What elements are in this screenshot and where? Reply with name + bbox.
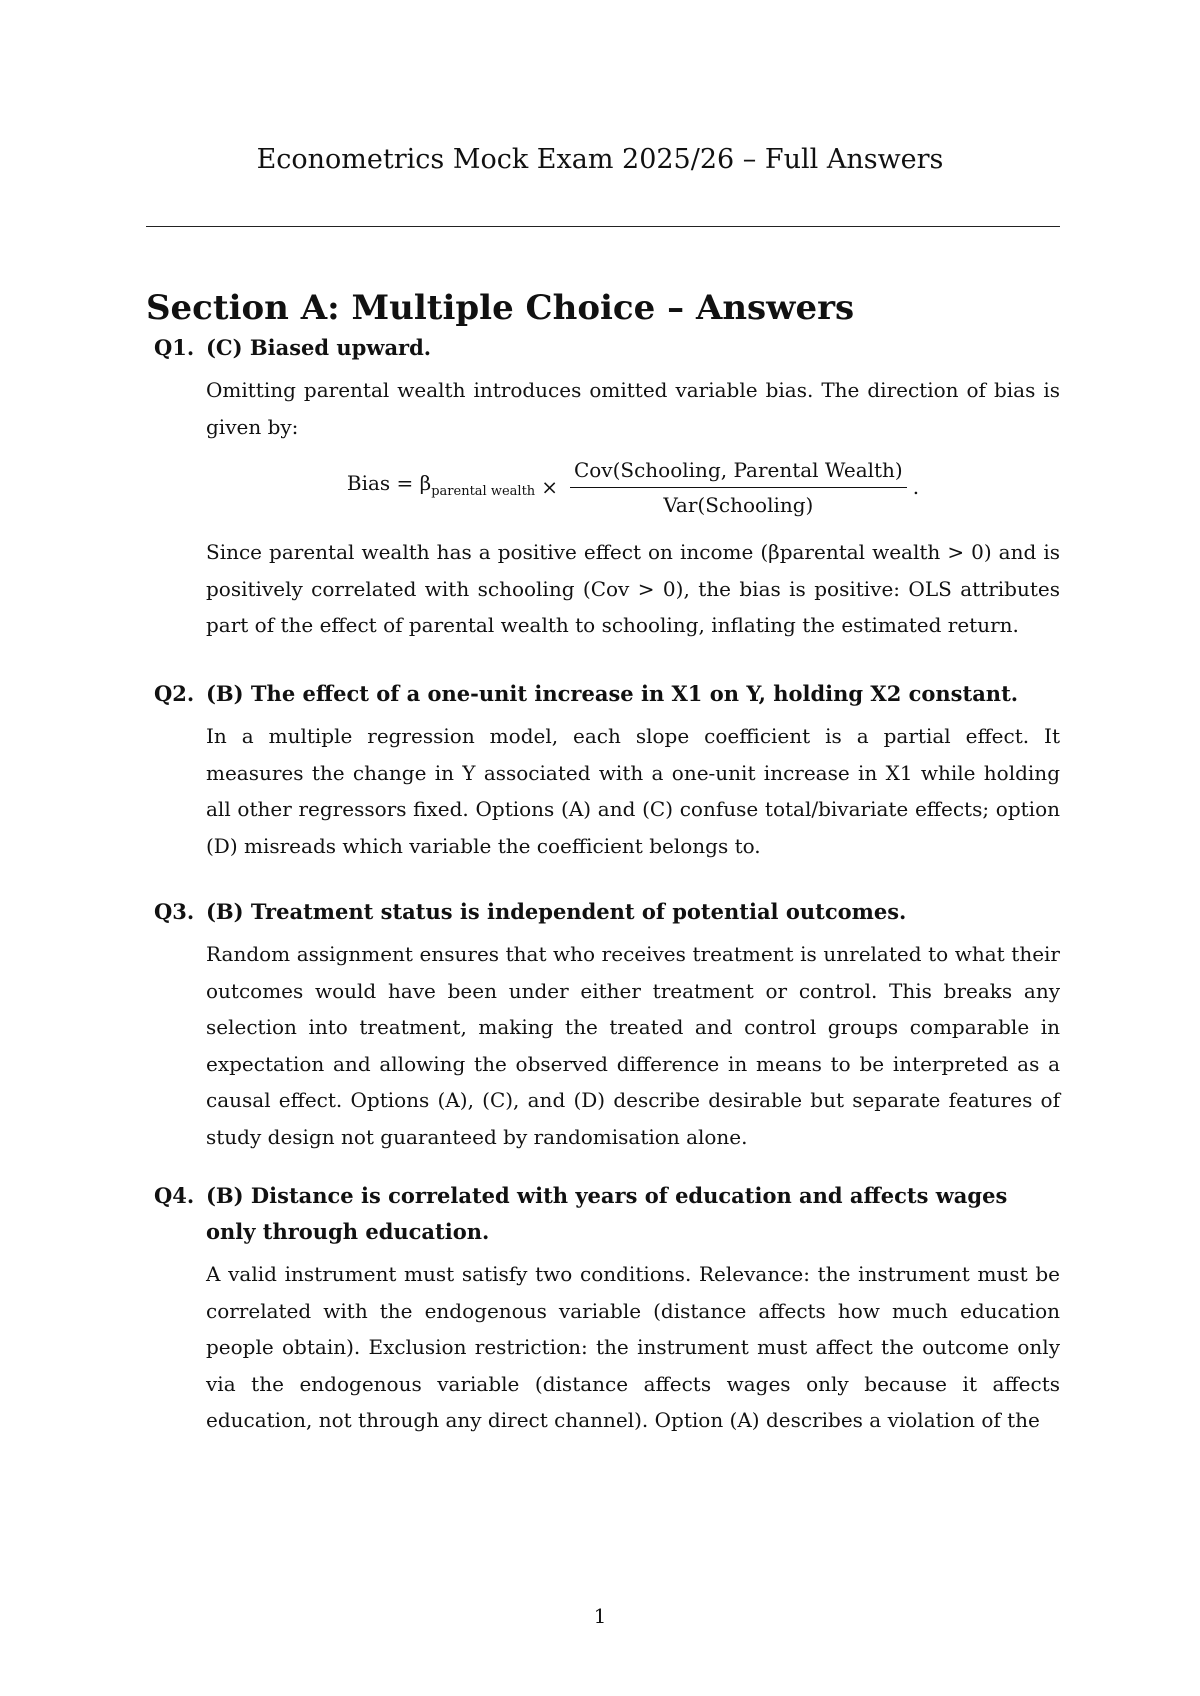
- question-heading: [154, 676, 1060, 712]
- question-heading: [154, 894, 1060, 930]
- title-divider: [146, 226, 1060, 227]
- question-number: Q3.: [154, 899, 195, 924]
- answer-choice: (C) Biased upward.: [206, 335, 432, 360]
- question-heading: [154, 330, 1060, 366]
- answer-explanation: [206, 1256, 1060, 1439]
- question-number: Q4.: [154, 1183, 195, 1208]
- answer-explanation: [206, 936, 1060, 1155]
- numerator: Cov(Schooling, Parental Wealth): [570, 455, 907, 488]
- bias-formula: [206, 455, 1060, 520]
- answer-explanation: [206, 372, 1060, 644]
- answer-choice: (B) Treatment status is independent of potential outcomes.: [206, 899, 907, 924]
- paragraph: Random assignment ensures that who receives treatment is unrelated to what their outcomes would have been under either treatment or control. This breaks any selection into treatment, making the treated and control groups comparable in expectation and allowing the observed difference in means to be interpreted as a causal effect. Options (A), (C), and (D) describe desirable but separate features of study design not guaranteed by randomisation alone.: [206, 942, 1060, 1149]
- paragraph: In a multiple regression model, each slope coefficient is a partial effect. It measures the change in Y associated with a one-unit increase in X1 while holding all other regressors fixed. Options (A) and (C) confuse total/bivariate effects; option (D) misreads which variable the coefficient belongs to.: [206, 724, 1060, 858]
- answer-explanation: [206, 718, 1060, 864]
- document-title: Econometrics Mock Exam 2025/26 – Full Answers: [256, 144, 944, 175]
- question-number: Q1.: [154, 335, 195, 360]
- paragraph: A valid instrument must satisfy two conditions. Relevance: the instrument must be correlated with the endogenous variable (distance affects how much education people obtain). Exclusion restriction: the instrument must affect the outcome only via the endogenous variable (distance affects wages only because it affects education, not through any direct channel). Option (A) describes a violation of the: [206, 1262, 1060, 1432]
- question-number: Q2.: [154, 681, 195, 706]
- paragraph: Since parental wealth has a positive effect on income (βparental wealth > 0) and is positively correlated with schooling (Cov > 0), the bias is positive: OLS attributes part of the effect of parental wealth to schooling, inflating the estimated return.: [206, 540, 1060, 637]
- question-block-q4: [154, 1178, 1060, 1449]
- question-block-q3: [154, 894, 1060, 1165]
- denominator: Var(Schooling): [663, 493, 814, 517]
- paragraph: Omitting parental wealth introduces omitted variable bias. The direction of bias is given by:: [206, 378, 1060, 439]
- times-symbol: ×: [541, 475, 558, 500]
- question-block-q2: [154, 676, 1060, 874]
- section-title: Section A: Multiple Choice – Answers: [146, 288, 855, 328]
- fraction: [570, 455, 907, 520]
- question-block-q1: [154, 330, 1060, 654]
- formula-lhs: Bias = $\beta_{parental wealth}$: [346, 470, 536, 499]
- formula-end: .: [912, 475, 920, 500]
- page-number: 1: [593, 1604, 607, 1628]
- question-heading: [154, 1178, 1060, 1250]
- answer-choice: (B) The effect of a one-unit increase in X1 on Y, holding X2 constant.: [206, 681, 1019, 706]
- answer-choice: (B) Distance is correlated with years of education and affects wages only through education.: [206, 1183, 1008, 1244]
